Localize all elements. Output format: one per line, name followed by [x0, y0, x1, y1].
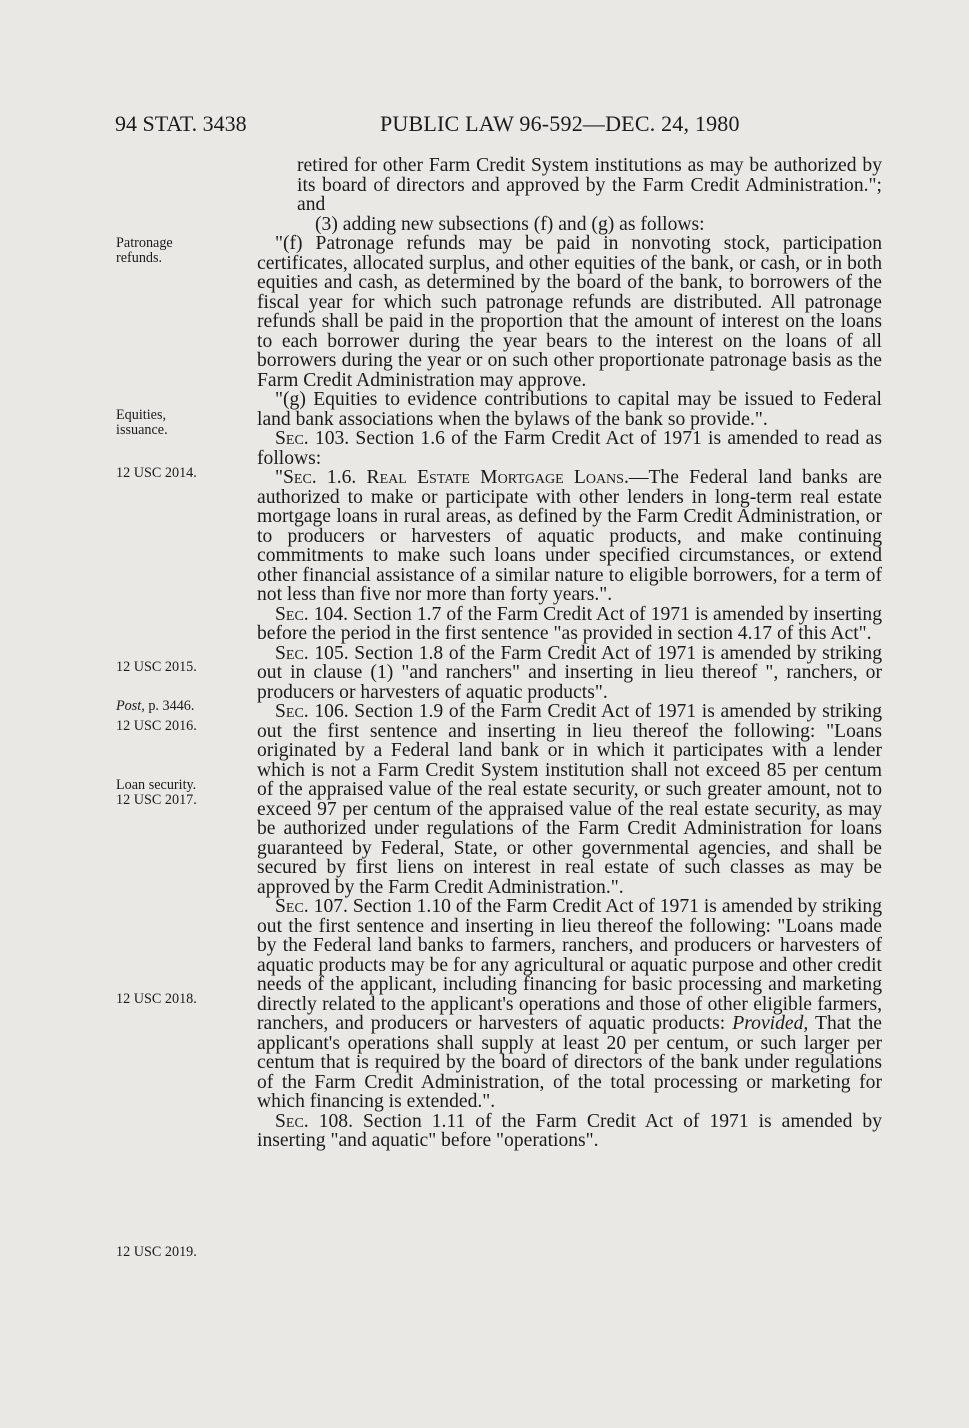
- section-text: That the applicant's operations shall supply at least 20 per centum, or such larger per centum that is required by the board of directors of the bank under regulations of the Farm Credit Administration, of the total processing or marketing for which financing is extended.".: [257, 1013, 882, 1112]
- section-108: [257, 1112, 882, 1151]
- section-104: [257, 605, 882, 644]
- margin-note-line: Patronage: [116, 235, 173, 251]
- section-label: Sec: [275, 603, 304, 625]
- paragraph-adding-subsections: (3) adding new subsections (f) and (g) as follows:: [315, 213, 705, 235]
- section-text: —The Federal land banks are authorized to make or participate with other lenders in long-term real estate mortgage loans in rural areas, as defined by the Farm Credit Administration, or to producers or harvesters of aquatic products, and make continuing commitments to make such loans under specified circumstances, or extend other financial assistance of a similar nature to eligible borrowers, for a term of not less than five nor more than forty years.".: [257, 467, 882, 605]
- running-head: [0, 111, 969, 141]
- section-label: Sec: [275, 896, 304, 917]
- margin-note-line: refunds.: [116, 250, 163, 266]
- section-text: . 107. Section 1.10 of the Farm Credit Act of 1971 is amended by striking out the first sentence and inserting in lieu thereof the following: "Loans made by the Federal land banks to farmers, ranchers, and producers or harvesters of aquatic products may be for any agricultural or aquatic purpose and other credit needs of the applicant, including financing for basic processing and marketing directly related to the applicant's operations and those of other eligible farmers, ranchers, and producers or harvesters of aquatic products:: [257, 896, 882, 1034]
- provided-term: Provided,: [732, 1013, 809, 1034]
- paragraph-subsection-f: "(f) Patronage refunds may be paid in nonvoting stock, participation certificates, allocated surplus, and other equities of the bank, or cash, or in both equities and cash, as determined by the board of the bank, to borrowers of the fiscal year for which such patronage refunds are distributed. All patronage refunds shall be paid in the proportion that the amount of interest on the loans to each borrower during the year bears to the interest on the loans of all borrowers during the year or on such other proportionate patronage basis as the Farm Credit Administration may approve.: [257, 233, 882, 391]
- section-text: . 106. Section 1.9 of the Farm Credit Act of 1971 is amended by striking out the first sentence and inserting in lieu thereof the following: "Loans originated by a Federal land bank or in which it participates with a lender which is not a Farm Credit System institution shall not exceed 85 per centum of the appraised value of the real estate security, or such greater amount, not to exceed 97 per centum of the appraised value of the real estate security, as may be authorized under regulations of the Farm Credit Administration for loans guaranteed by Federal, State, or other governmental agencies, and shall be secured by first liens on interest in real estate of such classes as may be approved by the Farm Credit Administration.".: [257, 701, 882, 898]
- margin-note-post-word: Post,: [116, 698, 145, 714]
- margin-note-line: Loan security.: [116, 777, 197, 793]
- section-1-6-heading: "Sec. 1.6. Real Estate Mortgage Loans.: [275, 467, 629, 488]
- margin-note-line: Equities,: [116, 407, 167, 423]
- section-103: [257, 429, 882, 468]
- section-text: . 104. Section 1.7 of the Farm Credit Act of 1971 is amended by inserting before the period in the first sentence "as provided in section 4.17 of this Act".: [257, 603, 882, 644]
- section-label: Sec: [275, 642, 304, 664]
- margin-note-usc-2015: 12 USC 2015.: [116, 659, 197, 675]
- margin-note-loan-security: [116, 778, 197, 808]
- paragraph-subsection-g: "(g) Equities to evidence contributions to capital may be issued to Federal land bank associations when the bylaws of the bank so provide.".: [257, 389, 882, 430]
- margin-note-usc-2019: 12 USC 2019.: [116, 1244, 197, 1260]
- section-label: Sec: [275, 1110, 304, 1132]
- margin-note-equities: [116, 408, 168, 438]
- section-106: [257, 702, 882, 897]
- section-1-6-text: [257, 468, 882, 605]
- section-text: . 108. Section 1.11 of the Farm Credit Act of 1971 is amended by inserting "and aquatic" before "operations".: [257, 1110, 882, 1151]
- statute-page-reference: 94 STAT. 3438: [115, 111, 247, 136]
- margin-note-usc-2018: 12 USC 2018.: [116, 991, 197, 1007]
- margin-note-patronage: [116, 236, 173, 266]
- paragraph-retired: retired for other Farm Credit System institutions as may be authorized by its board of directors and approved by the Farm Credit Administration."; and: [297, 155, 882, 215]
- margin-note-line: issuance.: [116, 422, 168, 438]
- margin-note-line: 12 USC 2017.: [116, 792, 197, 808]
- margin-note-post-reference: [116, 699, 194, 714]
- section-105: [257, 644, 882, 703]
- section-label: Sec: [275, 701, 304, 722]
- public-law-title: PUBLIC LAW 96-592—DEC. 24, 1980: [380, 111, 740, 136]
- section-text: . 103. Section 1.6 of the Farm Credit Act of 1971 is amended to read as follows:: [257, 428, 882, 469]
- section-text: . 105. Section 1.8 of the Farm Credit Act of 1971 is amended by striking out in clause (1) "and ranchers" and inserting in lieu thereof ", ranchers, or producers or harvesters of aquatic products".: [257, 642, 882, 703]
- section-label: Sec: [275, 428, 304, 449]
- statute-body: [257, 156, 882, 1151]
- margin-note-usc-2016: 12 USC 2016.: [116, 718, 197, 734]
- margin-note-usc-2014: 12 USC 2014.: [116, 465, 197, 481]
- section-107: [257, 897, 882, 1112]
- margin-note-post-page: p. 3446.: [144, 698, 195, 714]
